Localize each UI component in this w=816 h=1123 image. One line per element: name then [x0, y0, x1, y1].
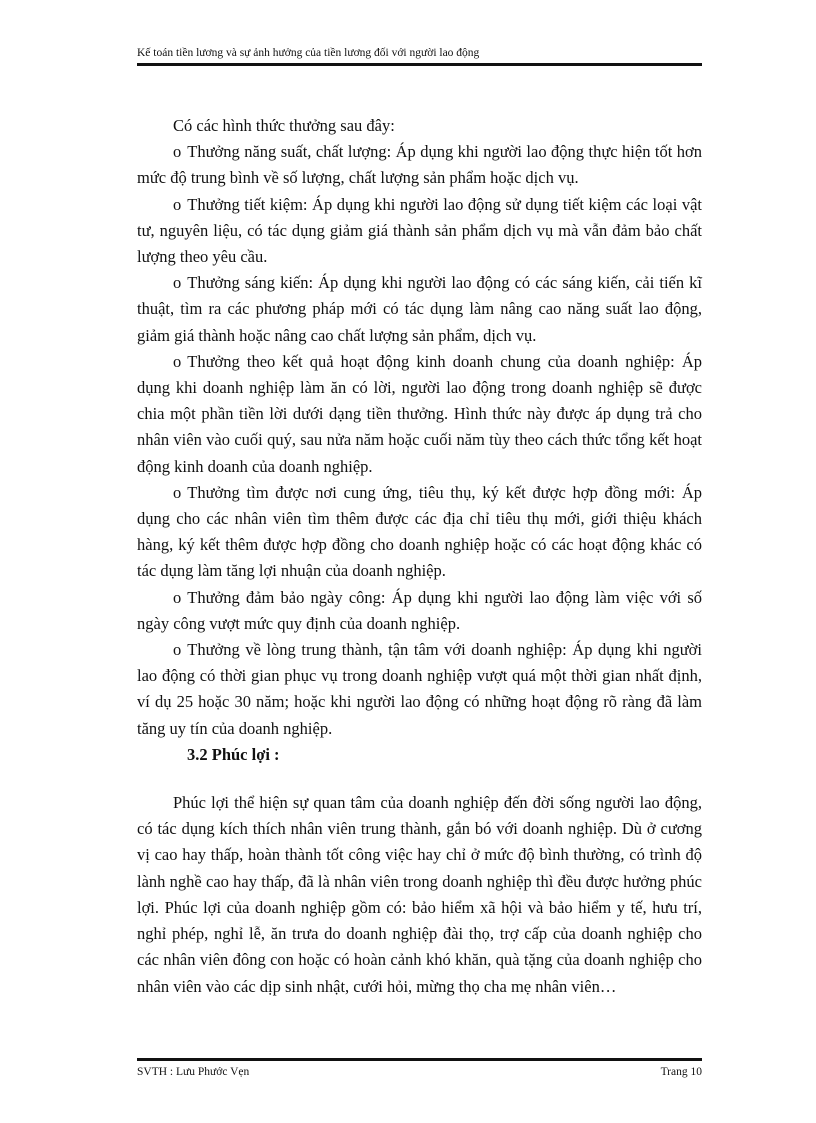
- intro-text: Có các hình thức thưởng sau đây:: [173, 116, 395, 135]
- bullet-text: Thưởng sáng kiến: Áp dụng khi người lao động có các sáng kiến, cải tiến kĩ thuật, tìm ra các phương pháp mới có tác dụng làm nâng cao năng suất lao động, giảm giá thành hoặc nâng cao chất lượng sản phẩm, dịch vụ.: [137, 273, 702, 345]
- header-rule: [137, 63, 702, 66]
- bullet-mark: o: [173, 587, 182, 607]
- page-number: Trang 10: [660, 1066, 702, 1078]
- bullet-item: [137, 480, 702, 585]
- bullet-item: [137, 349, 702, 480]
- bullet-mark: o: [173, 194, 182, 214]
- footer-rule: [137, 1058, 702, 1061]
- bullet-item: [137, 139, 702, 191]
- bullet-item: [137, 637, 702, 742]
- spacer: [137, 768, 702, 790]
- bullet-item: [137, 270, 702, 349]
- bullet-text: Thưởng đảm bảo ngày công: Áp dụng khi người lao động làm việc với số ngày công vượt mức quy định của doanh nghiệp.: [137, 587, 702, 633]
- bullet-mark: o: [173, 482, 182, 502]
- running-header: Kế toán tiền lương và sự ảnh hưởng của tiền lương đối với người lao động: [137, 47, 480, 59]
- bullet-text: Thưởng năng suất, chất lượng: Áp dụng khi người lao động thực hiện tốt hơn mức độ trung bình về số lượng, chất lượng sản phẩm hoặc dịch vụ.: [137, 142, 702, 188]
- bullet-text: Thưởng tìm được nơi cung ứng, tiêu thụ, ký kết được hợp đồng mới: Áp dụng cho các nhân viên tìm thêm được các địa chỉ tiêu thụ mới, giới thiệu khách hàng, ký kết thêm được hợp đồng cho doanh nghiệp hoặc có các hoạt động khác có tác dụng làm tăng lợi nhuận của doanh nghiệp.: [137, 482, 702, 581]
- bullet-item: [137, 192, 702, 271]
- bullet-mark: o: [173, 351, 182, 371]
- bullet-mark: o: [173, 640, 182, 660]
- page-body: [137, 113, 702, 1000]
- bullet-mark: o: [173, 142, 182, 162]
- body-paragraph: Phúc lợi thể hiện sự quan tâm của doanh nghiệp đến đời sống người lao động, có tác dụng kích thích nhân viên trung thành, gắn bó với doanh nghiệp. Dù ở cương vị cao hay thấp, hoàn thành tốt công việc hay chỉ ở mức độ bình thường, có trình độ lành nghề cao hay thấp, đã là nhân viên trong doanh nghiệp thì đều được hưởng phúc lợi. Phúc lợi của doanh nghiệp gồm có: bảo hiểm xã hội và bảo hiểm y tế, hưu trí, nghỉ phép, nghỉ lễ, ăn trưa do doanh nghiệp đài thọ, trợ cấp của doanh nghiệp cho các nhân viên đông con hoặc có hoàn cảnh khó khăn, quà tặng của doanh nghiệp cho nhân viên vào các dịp sinh nhật, cưới hỏi, mừng thọ cha mẹ nhân viên…: [137, 793, 702, 996]
- bullet-mark: o: [173, 273, 182, 293]
- bullet-text: Thưởng tiết kiệm: Áp dụng khi người lao động sử dụng tiết kiệm các loại vật tư, nguyên liệu, có tác dụng giảm giá thành sản phẩm dịch vụ mà vẫn đảm bảo chất lượng theo yêu cầu.: [137, 194, 702, 267]
- section-heading: 3.2 Phúc lợi :: [187, 744, 280, 764]
- footer-author: SVTH : Lưu Phước Vẹn: [137, 1066, 250, 1078]
- bullet-text: Thưởng theo kết quả hoạt động kinh doanh chung của doanh nghiệp: Áp dụng khi doanh nghiệp làm ăn có lời, người lao động trong doanh nghiệp sẽ được chia một phần tiền lời dưới dạng tiền thưởng. Hình thức này được áp dụng trả cho nhân viên vào cuối quý, sau nửa năm hoặc cuối năm tùy theo cách thức tổng kết hoạt động kinh doanh của doanh nghiệp.: [137, 351, 702, 476]
- bullet-text: Thưởng về lòng trung thành, tận tâm với doanh nghiệp: Áp dụng khi người lao động có thời gian phục vụ trong doanh nghiệp vượt quá một thời gian nhất định, ví dụ 25 hoặc 30 năm; hoặc khi người lao động có những hoạt động rõ ràng đã làm tăng uy tín của doanh nghiệp.: [137, 640, 702, 738]
- bullet-item: [137, 585, 702, 637]
